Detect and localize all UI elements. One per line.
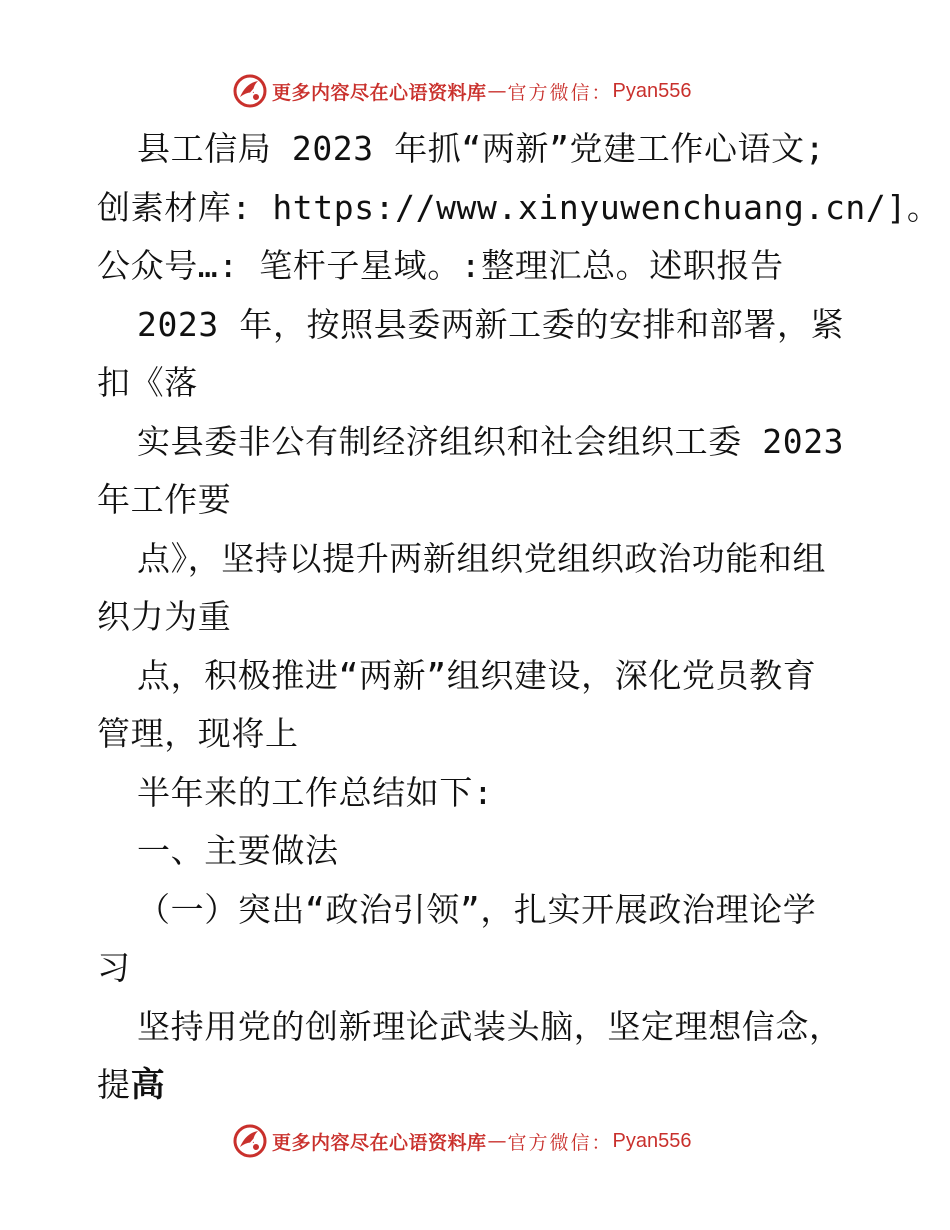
text-line: 管理，现将上 <box>97 714 299 753</box>
brand-logo-icon <box>232 1123 268 1159</box>
text-line: 坚持用党的创新理论武装头脑，坚定理想信念， <box>137 1006 843 1046</box>
text-line: 年工作要 <box>97 480 232 519</box>
text-line: 县工信局 2023 年抓“两新”党建工作心语文; <box>137 129 826 168</box>
site-name: 更多内容尽在心语资料库 <box>272 1131 487 1154</box>
text-line-end-char: 高 <box>130 1065 166 1105</box>
site-name: 更多内容尽在心语资料库 <box>272 81 487 104</box>
section-heading: 一、主要做法 <box>137 831 339 870</box>
brand-logo-icon <box>232 73 268 109</box>
banner-dash: — <box>487 1130 507 1152</box>
text-line: 习 <box>97 948 131 987</box>
wechat-handle: Pyan556 <box>612 1129 692 1152</box>
text-line: 创素材库: https://www.xinyuwenchuang.cn/]。 <box>97 187 941 227</box>
text-line-last <box>97 1056 857 1115</box>
text-line: 公众号…: 笔杆子星域。:整理汇总。述职报告 <box>97 246 784 285</box>
subsection-heading: （一）突出“政治引领”，扎实开展政治理论学 <box>137 889 817 929</box>
text-line: 点，积极推进“两新”组织建设，深化党员教育 <box>137 655 817 695</box>
wechat-label: 官方微信： <box>507 81 613 104</box>
text-line: 实县委非公有制经济组织和社会组织工委 2023 <box>137 421 845 461</box>
banner-dash: — <box>487 80 507 102</box>
text-line: 2023 年，按照县委两新工委的安排和部署，紧 <box>137 304 845 344</box>
document-body <box>97 120 941 1115</box>
header-watermark-banner <box>232 72 692 110</box>
wechat-label: 官方微信： <box>507 1131 613 1154</box>
text-line-start: 提 <box>97 1065 131 1104</box>
footer-watermark-banner <box>232 1122 692 1160</box>
wechat-handle: Pyan556 <box>612 79 692 102</box>
text-line: 织力为重 <box>97 597 232 636</box>
text-line: 扣《落 <box>97 363 198 402</box>
text-line: 半年来的工作总结如下: <box>137 772 494 812</box>
text-line: 点》，坚持以提升两新组织党组织政治功能和组 <box>137 538 827 578</box>
